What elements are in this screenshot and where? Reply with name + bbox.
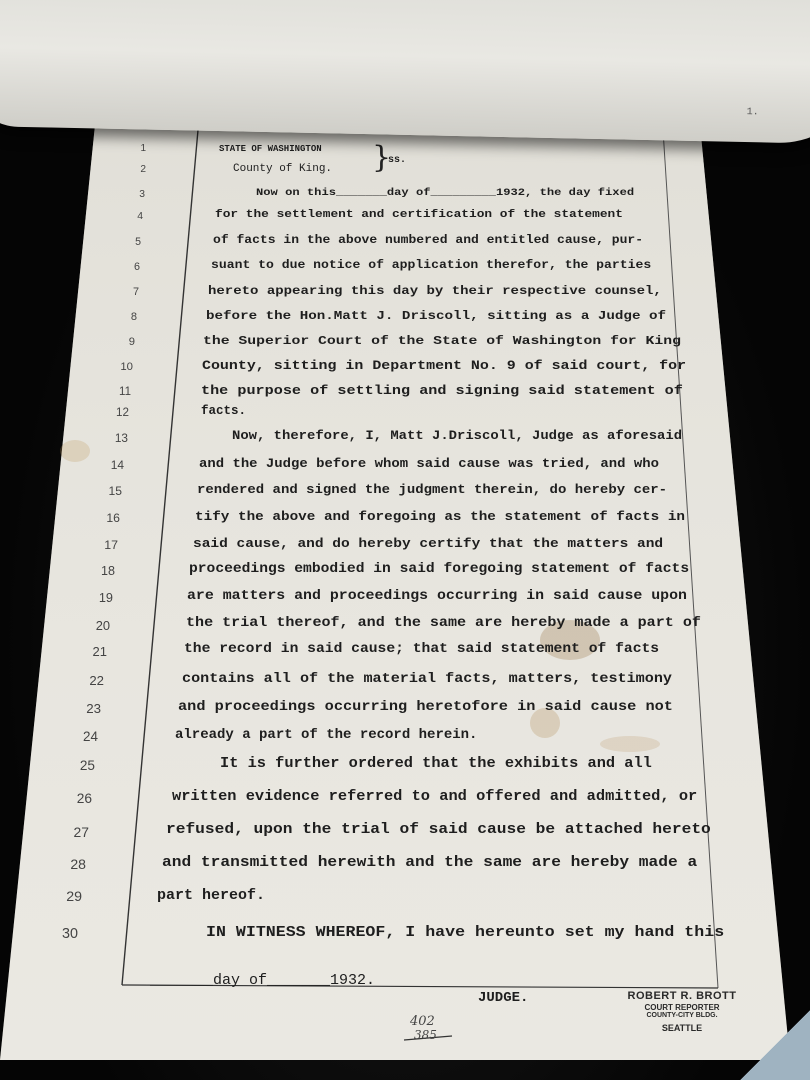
page-number-new: 402 [410,1014,435,1029]
text-line: facts. [201,404,247,418]
curled-previous-page [0,0,810,144]
text-line: It is further ordered that the exhibits and all [220,756,652,772]
line-number: 23 [86,701,101,716]
line-number: 15 [108,484,122,498]
bleed-through-text [100,14,661,66]
text-line: are matters and proceedings occurring in said cause upon [187,589,687,604]
text-line: tify the above and foregoing as the statement of facts in [195,509,686,524]
text-line: the Superior Court of the State of Washington for King [203,334,681,348]
header-brace: } [372,140,392,175]
line-number: 9 [128,336,135,348]
line-number: 22 [89,673,104,688]
line-number: 28 [70,856,86,872]
text-line: written evidence referred to and offered and admitted, or [172,789,698,805]
line-number: 14 [110,458,124,472]
header-county: County of King. [233,163,333,175]
text-line: hereto appearing this day by their respective counsel, [208,284,662,298]
page-number-struck: 385 [414,1028,437,1042]
text-line: the record in said cause; that said statement of facts [184,642,660,657]
text-line: part hereof. [157,887,266,904]
line-number: 5 [135,236,141,248]
line-number: 18 [101,564,115,578]
line-number: 26 [76,791,92,806]
text-line: already a part of the record herein. [175,727,478,743]
text-line: the purpose of settling and signing said statement of [201,384,683,398]
line-number: 11 [119,386,131,398]
text-line: and the Judge before whom said cause was tried, and who [199,456,659,471]
line-number: 19 [98,591,113,605]
text-line: County, sitting in Department No. 9 of said court, for [202,359,687,373]
stamp-name: ROBERT R. BROTT [627,990,737,1002]
line-number: 1 [140,143,146,154]
text-line: Now, therefore, I, Matt J.Driscoll, Judge as aforesaid [232,429,683,443]
header-state: STATE OF WASHINGTON [219,144,322,154]
court-reporter-stamp [612,990,752,1033]
line-number: 7 [132,286,139,298]
line-number: 16 [106,511,120,525]
stamp-address: COUNTY-CITY BLDG. [646,1011,718,1019]
text-line: the trial thereof, and the same are hereby made a part of [186,616,701,631]
text-line: Now on this_______day of_________1932, the day fixed [256,187,635,199]
closing-date-line: _______day of_______1932. [150,972,376,989]
line-number: 3 [139,189,145,200]
text-line: rendered and signed the judgment therein, do hereby cer- [197,482,668,497]
line-number: 12 [116,406,129,419]
text-line: proceedings embodied in said foregoing statement of facts [189,562,690,577]
text-line: and proceedings occurring heretofore in said cause not [178,699,673,715]
line-number: 27 [73,824,89,840]
line-number: 24 [83,729,98,744]
line-number: 25 [79,758,95,773]
page-corner-tab [740,1010,810,1080]
text-line: of facts in the above numbered and entitled cause, pur- [213,234,644,247]
line-number: 21 [92,644,107,659]
text-line: and transmitted herewith and the same are hereby made a [162,854,698,871]
text-line: IN WITNESS WHEREOF, I have hereunto set my hand this [206,924,725,941]
line-number: 20 [95,618,110,633]
text-line: contains all of the material facts, matters, testimony [182,671,672,687]
line-number: 2 [140,164,146,175]
text-line: before the Hon.Matt J. Driscoll, sitting as a Judge of [206,309,667,323]
line-number: 17 [104,538,118,552]
line-number: 8 [130,311,137,323]
text-line: refused, upon the trial of said cause be attached hereto [166,822,711,838]
text-line: said cause, and do hereby certify that the matters and [193,536,664,551]
curl-mark: 1. [746,107,759,119]
header-ss: ss. [388,155,407,166]
stamp-title: COURT REPORTER [644,1002,720,1012]
line-number: 4 [137,211,143,222]
judge-signature-line: JUDGE. [478,990,529,1006]
line-number: 10 [120,361,133,373]
stamp-city: SEATTLE [661,1022,703,1033]
line-number: 30 [62,926,78,942]
text-line: suant to due notice of application therefor, the parties [211,259,652,272]
line-number: 6 [134,261,140,273]
text-line: for the settlement and certification of the statement [215,209,623,221]
line-number: 29 [66,889,82,905]
line-number: 13 [114,431,128,445]
